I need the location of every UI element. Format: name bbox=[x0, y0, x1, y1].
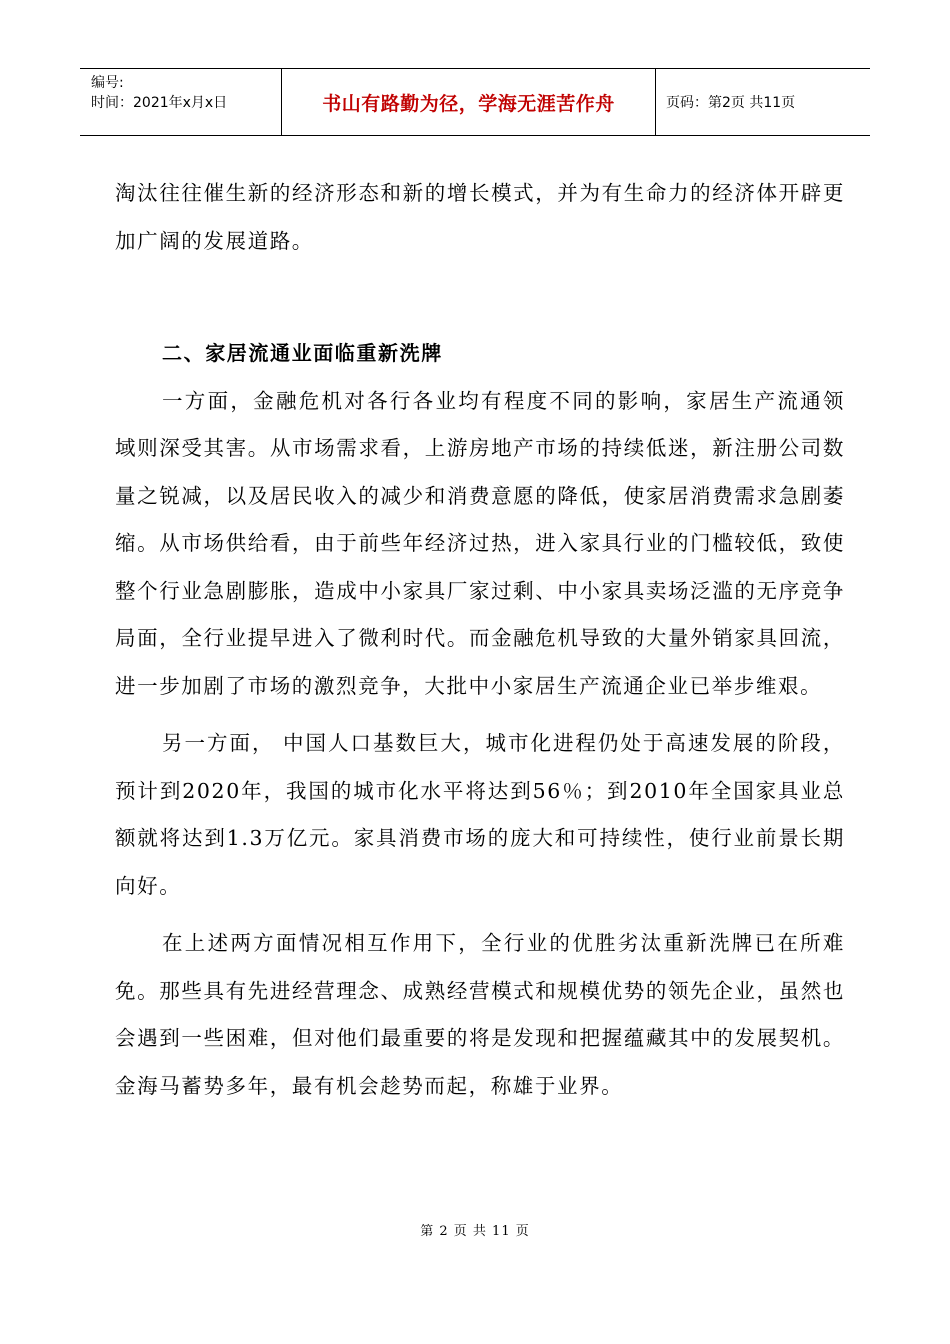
header-number: 编号: bbox=[91, 75, 124, 91]
header-motto-cell bbox=[282, 69, 656, 135]
document-body bbox=[115, 170, 845, 1110]
page-header bbox=[80, 68, 870, 136]
spacer bbox=[115, 265, 845, 330]
header-time: 时间：2021年x月x日 bbox=[91, 95, 228, 111]
spacer bbox=[115, 910, 845, 920]
paragraph-2: 另一方面， 中国人口基数巨大，城市化进程仍处于高速发展的阶段，预计到2020年，我国的城市化水平将达到56％；到2010年全国家具业总额就将达到1.3万亿元。家具消费市场的庞大和可持续性，使行业前景长期向好。 bbox=[115, 731, 845, 898]
spacer bbox=[115, 710, 845, 720]
paragraph-3: 在上述两方面情况相互作用下，全行业的优胜劣汰重新洗牌已在所难免。那些具有先进经营理念、成熟经营模式和规模优势的领先企业，虽然也会遇到一些困难，但对他们最重要的将是发现和把握蕴藏其中的发展契机。金海马蓄势多年，最有机会趁势而起，称雄于业界。 bbox=[115, 931, 845, 1098]
header-page-code-cell bbox=[656, 69, 870, 135]
header-motto: 书山有路勤为径，学海无涯苦作舟 bbox=[322, 92, 615, 115]
header-meta bbox=[80, 69, 282, 135]
paragraph-1: 一方面，金融危机对各行各业均有程度不同的影响，家居生产流通领域则深受其害。从市场需求看，上游房地产市场的持续低迷，新注册公司数量之锐减，以及居民收入的减少和消费意愿的降低，使家居消费需求急剧萎缩。从市场供给看，由于前些年经济过热，进入家具行业的门槛较低，致使整个行业急剧膨胀，造成中小家具厂家过剩、中小家具卖场泛滥的无序竞争局面，全行业提早进入了微利时代。而金融危机导致的大量外销家具回流，进一步加剧了市场的激烈竞争，大批中小家居生产流通企业已举步维艰。 bbox=[115, 388, 845, 698]
page-footer: 第 2 页 共 11 页 bbox=[420, 1224, 530, 1239]
section-heading: 二、家居流通业面临重新洗牌 bbox=[162, 341, 443, 365]
paragraph-continued: 淘汰往往催生新的经济形态和新的增长模式，并为有生命力的经济体开辟更加广阔的发展道路。 bbox=[115, 181, 845, 253]
header-page-code: 页码：第2页 共11页 bbox=[666, 95, 796, 111]
